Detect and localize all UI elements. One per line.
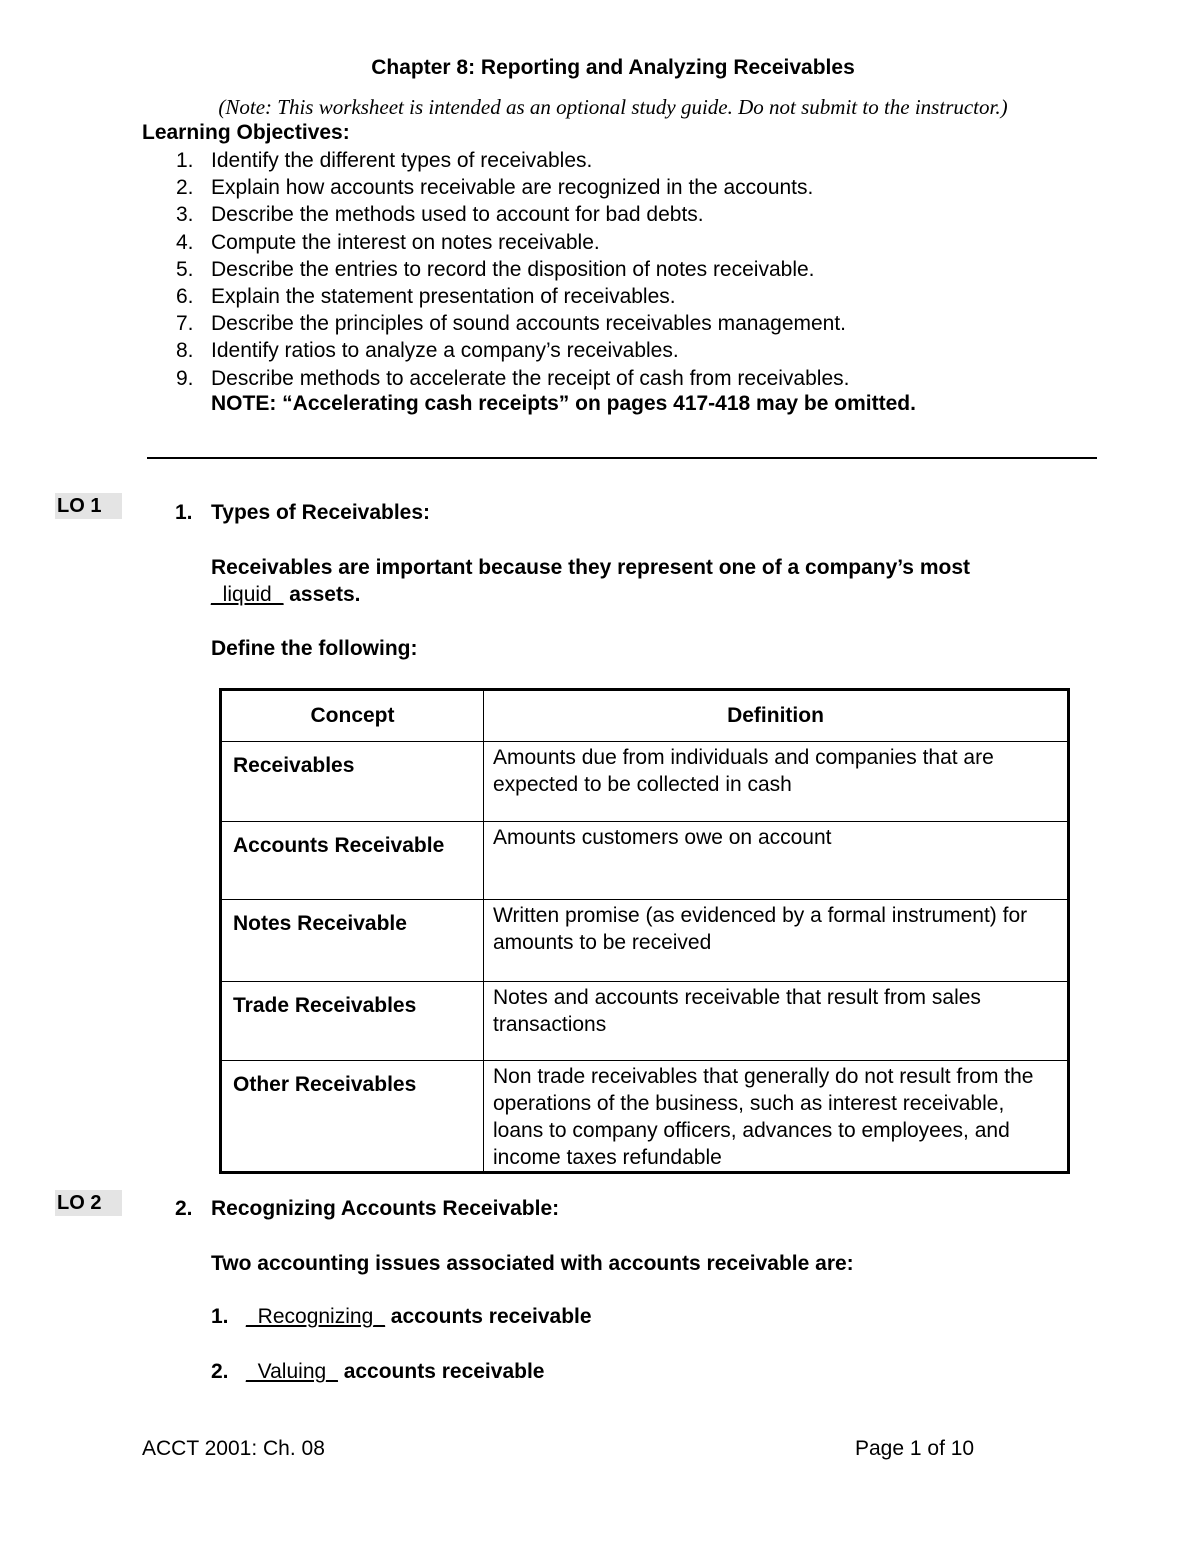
define-prompt: Define the following: bbox=[211, 637, 418, 660]
objective-item: 1. Identify the different types of receivables. bbox=[176, 149, 593, 172]
definition-cell: Amounts due from individuals and companies that are expected to be collected in cash bbox=[484, 742, 1069, 822]
concept-cell: Receivables bbox=[221, 742, 484, 822]
footer-course: ACCT 2001: Ch. 08 bbox=[142, 1437, 325, 1460]
section-divider bbox=[147, 457, 1097, 459]
definition-header: Definition bbox=[484, 690, 1069, 742]
answer-blank-recognizing: _Recognizing_ bbox=[246, 1305, 385, 1328]
answer-blank-liquid: _liquid_ bbox=[211, 583, 284, 606]
objective-item: 9. Describe methods to accelerate the receipt of cash from receivables. bbox=[176, 366, 850, 390]
concept-cell: Other Receivables bbox=[221, 1061, 484, 1173]
concept-cell: Accounts Receivable bbox=[221, 822, 484, 900]
objectives-note: NOTE: “Accelerating cash receipts” on pages 417-418 may be omitted. bbox=[211, 392, 916, 415]
section2-title: 2. Recognizing Accounts Receivable: bbox=[175, 1197, 560, 1220]
issues-intro: Two accounting issues associated with accounts receivable are: bbox=[211, 1252, 854, 1275]
table-header-row bbox=[221, 690, 1069, 742]
table-row bbox=[221, 900, 1069, 982]
page-title: Chapter 8: Reporting and Analyzing Receivables bbox=[371, 56, 855, 79]
definition-cell: Notes and accounts receivable that result from sales transactions bbox=[484, 982, 1069, 1061]
objective-item: 7. Describe the principles of sound accounts receivables management. bbox=[176, 312, 847, 336]
section1-title: 1. Types of Receivables: bbox=[175, 501, 431, 524]
learning-objectives-list bbox=[176, 147, 849, 392]
objective-item: 5. Describe the entries to record the disposition of notes receivable. bbox=[176, 257, 815, 281]
concept-cell: Trade Receivables bbox=[221, 982, 484, 1061]
table-row bbox=[221, 982, 1069, 1061]
receivables-importance: Receivables are important because they represent one of a company’s most _liquid_ assets. bbox=[211, 556, 970, 606]
concept-cell: Notes Receivable bbox=[221, 900, 484, 982]
objective-item: 2. Explain how accounts receivable are recognized in the accounts. bbox=[176, 176, 814, 200]
table-row bbox=[221, 742, 1069, 822]
table-row bbox=[221, 1061, 1069, 1173]
definitions-table bbox=[219, 688, 1070, 1174]
definition-cell: Non trade receivables that generally do not result from the operations of the business, such as interest receivable, loans to company officers, advances to employees, and income taxes refundable bbox=[484, 1061, 1069, 1173]
issue-item: 2. _Valuing_ accounts receivable bbox=[211, 1360, 545, 1383]
lo1-label: LO 1 bbox=[55, 493, 122, 519]
concept-header: Concept bbox=[221, 690, 484, 742]
objective-item: 3. Describe the methods used to account for bad debts. bbox=[176, 203, 704, 227]
learning-objectives-heading: Learning Objectives: bbox=[142, 121, 350, 144]
issue-item: 1. _Recognizing_ accounts receivable bbox=[211, 1305, 592, 1328]
table-row bbox=[221, 822, 1069, 900]
objective-item: 8. Identify ratios to analyze a company’s receivables. bbox=[176, 339, 679, 363]
definition-cell: Written promise (as evidenced by a formal instrument) for amounts to be received bbox=[484, 900, 1069, 982]
objective-item: 4. Compute the interest on notes receivable. bbox=[176, 230, 600, 254]
answer-blank-valuing: _Valuing_ bbox=[246, 1360, 338, 1383]
definition-cell: Amounts customers owe on account bbox=[484, 822, 1069, 900]
footer-page-number: Page 1 of 10 bbox=[855, 1437, 975, 1460]
worksheet-note: (Note: This worksheet is intended as an optional study guide. Do not submit to the instructor.) bbox=[218, 95, 1008, 119]
objective-item: 6. Explain the statement presentation of receivables. bbox=[176, 284, 676, 308]
lo2-label: LO 2 bbox=[55, 1190, 122, 1216]
